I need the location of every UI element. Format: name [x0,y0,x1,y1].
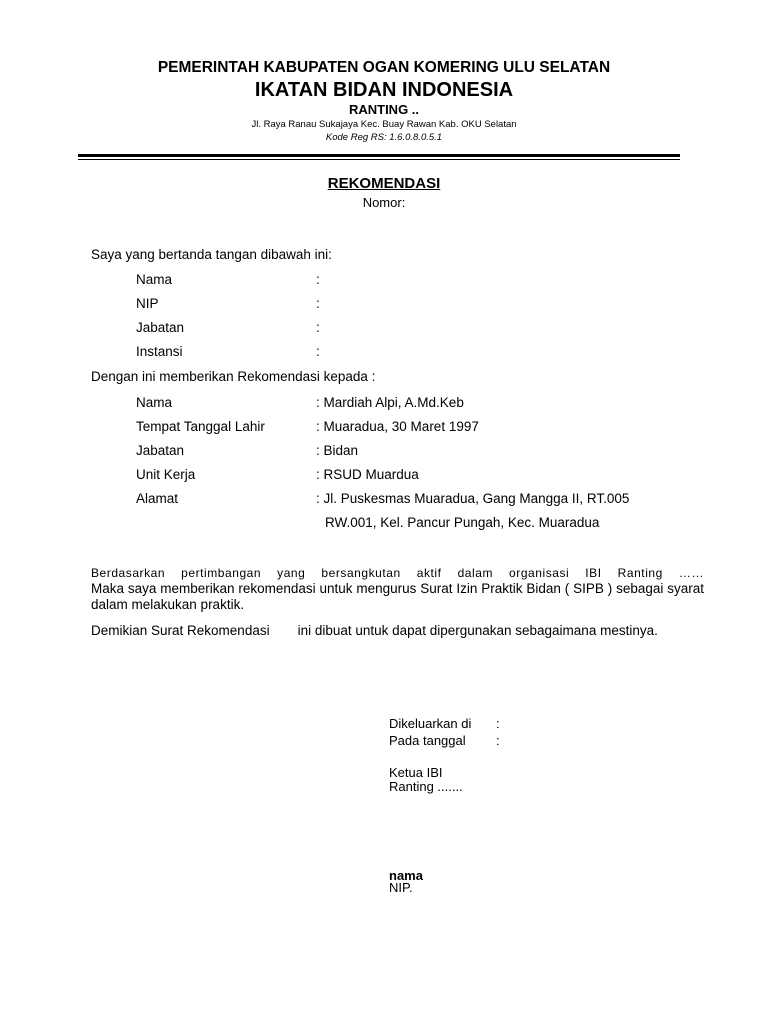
paragraph-recommendation-line1: Berdasarkan pertimbangan yang bersangkutan aktif dalam organisasi IBI Ranting …… [91,566,704,580]
document-number: Nomor: [362,195,406,210]
document-title: REKOMENDASI [327,175,441,192]
recipient-label-unit-kerja: Unit Kerja [136,467,196,482]
signer-label-nip: NIP [136,296,159,311]
recipient-value-jabatan: : Bidan [316,443,359,458]
header-government: PEMERINTAH KABUPATEN OGAN KOMERING ULU SELATAN [157,59,611,76]
signer-label-jabatan: Jabatan [136,320,185,335]
paragraph-recommendation-rest: Maka saya memberikan rekomendasi untuk mengurus Surat Izin Praktik Bidan ( SIPB ) sebagai syarat dalam melakukan praktik. [91,581,704,612]
recipient-label-jabatan: Jabatan [136,443,185,458]
recipient-label-alamat: Alamat [136,491,179,506]
signer-label-instansi: Instansi [136,344,183,359]
issued-date-value: : [496,733,500,748]
recipient-label-nama: Nama [136,395,173,410]
recipient-value-alamat: : Jl. Puskesmas Muaradua, Gang Mangga II, RT.005 [316,491,630,506]
recipient-alamat-continued: RW.001, Kel. Pancur Pungah, Kec. Muaradua [325,515,600,530]
paragraph-closing-rest: ini dibuat untuk dapat dipergunakan sebagaimana mestinya. [297,623,658,638]
recipient-value-ttl: : Muaradua, 30 Maret 1997 [316,419,479,434]
header-organization: IKATAN BIDAN INDONESIA [254,79,514,101]
issued-at-label: Dikeluarkan di [389,716,472,731]
signer-value-nip: : [316,296,320,311]
signer-label-nama: Nama [136,272,173,287]
recipient-value-unit-kerja: : RSUD Muardua [316,467,419,482]
intro2-text: Dengan ini memberikan Rekomendasi kepada : [91,369,376,384]
intro-text: Saya yang bertanda tangan dibawah ini: [91,247,332,262]
signer-nip: NIP. [389,880,413,895]
recipient-value-nama: : Mardiah Alpi, A.Md.Keb [316,395,464,410]
header-kode-reg: Kode Reg RS: 1.6.0.8.0.5.1 [325,132,443,143]
paragraph-closing [91,623,704,639]
recipient-label-ttl: Tempat Tanggal Lahir [136,419,265,434]
paragraph-closing-start: Demikian Surat Rekomendasi [91,623,270,638]
header-branch: RANTING .. [348,102,420,117]
header-address: Jl. Raya Ranau Sukajaya Kec. Buay Rawan Kab. OKU Selatan [251,119,517,130]
signer-value-jabatan: : [316,320,320,335]
signer-name: nama [389,868,423,883]
paragraph-recommendation [91,565,704,613]
letterhead-rule-thin [78,159,680,160]
signer-role-line2: Ranting ....... [389,779,463,794]
signer-value-nama: : [316,272,320,287]
letterhead-rule-thick [78,154,680,157]
issued-date-label: Pada tanggal [389,733,466,748]
signer-value-instansi: : [316,344,320,359]
issued-at-value: : [496,716,500,731]
signer-role-line1: Ketua IBI [389,765,443,780]
